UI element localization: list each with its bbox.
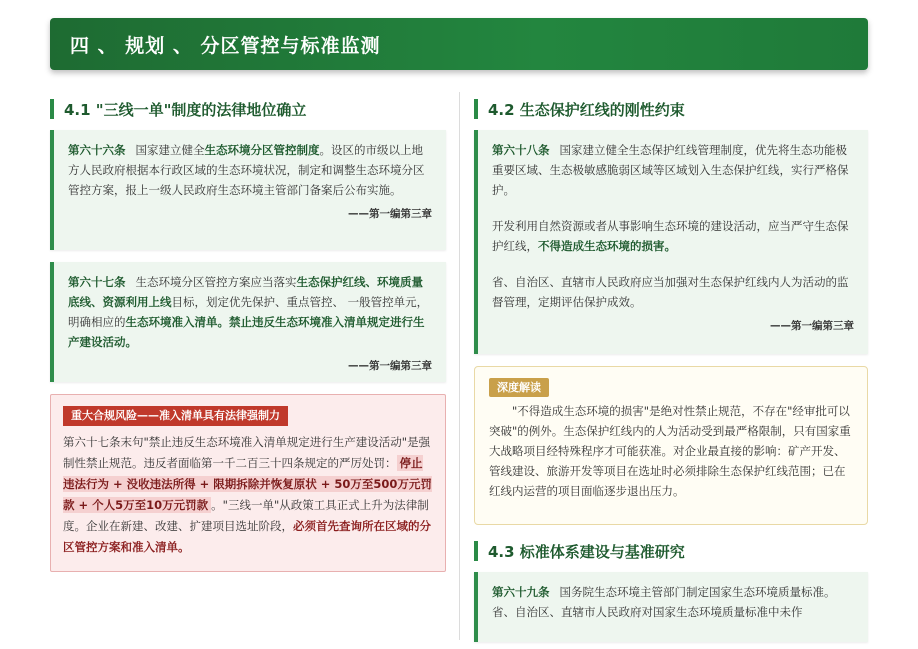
highlight: 不得造成生态环境的损害。 (538, 239, 676, 253)
article-67-text: 第六十七条 生态环境分区管控方案应当落实生态保护红线、环境质量底线、资源利用上线目标，划定优先保护、重点管控、 一般管控单元，明确相应的生态环境准入清单。禁止违反生态环境准入清单规定进行生产建设活动。 (68, 275, 429, 349)
article-68-p3: 省、自治区、直辖市人民政府应当加强对生态保护红线内人为活动的监督管理，定期评估保护成效。 (492, 275, 849, 309)
risk-strong: 必须首先查询所在区域的分区管控方案和准入清单。 (63, 519, 431, 554)
article-number: 第六十六条 (68, 143, 126, 157)
risk-text: 第六十七条末句"禁止违反生态环境准入清单规定进行生产建设活动"是强制性禁止规范。违反者面临第一千二百三十四条规定的严厉处罚： 停止违法行为 + 没收违法所得 + 限期拆除并恢复原状 + 50万至500万元罚款 + 个人5万至10万元罚款 。"三线一单"从政策工具正式上升为法律制度。企业在新建、改建、扩建项目选址阶段，必须首先查询所在区域的分区管控方案和准入清单。 (63, 435, 432, 554)
chapter-banner (50, 18, 868, 70)
highlight: 生态环境分区管控制度 (204, 143, 320, 157)
source-citation: ——第一编第三章 (348, 208, 432, 220)
section-title-4-2 (474, 98, 685, 120)
section-title-text: 4.1 "三线一单"制度的法律地位确立 (64, 100, 307, 119)
deep-interpretation-box (474, 366, 868, 525)
article-66-card (50, 130, 446, 250)
risk-tag: 重大合规风险——准入清单具有法律强制力 (63, 406, 288, 426)
section-title-4-1 (50, 98, 306, 120)
article-66-text: 第六十六条 国家建立健全生态环境分区管控制度。设区的市级以上地方人民政府根据本行政区域的生态环境状况，制定和调整生态环境分区管控方案，报上一级人民政府生态环境主管部门备案后公布实施。 (68, 143, 425, 197)
compliance-risk-box (50, 394, 446, 572)
deep-text: "不得造成生态环境的损害"是绝对性禁止规范，不存在"经审批可以突破"的例外。生态保护红线内的人为活动受到最严格限制，只有国家重大战略项目经特殊程序才可能获准。对企业最直接的影响：矿产开发、管线建设、旅游开发等项目在选址时必须排除生态保护红线范围；已在红线内运营的项目面临逐步退出压力。 (489, 404, 851, 498)
source-citation: ——第一编第三章 (770, 320, 854, 332)
article-number: 第六十九条 (492, 585, 550, 599)
article-68-p1: 第六十八条 国家建立健全生态保护红线管理制度，优先将生态功能极重要区域、生态极敏感脆弱区域等区域划入生态保护红线，实行严格保护。 (492, 143, 849, 197)
section-title-4-3 (474, 540, 685, 562)
section-bar (474, 541, 478, 561)
section-bar (474, 99, 478, 119)
deep-tag: 深度解读 (489, 378, 549, 397)
highlight: 生态保护红线、环境质量底线、资源利用上线 (68, 275, 423, 309)
source-citation: ——第一编第三章 (348, 360, 432, 372)
article-number: 第六十七条 (68, 275, 126, 289)
article-67-card (50, 262, 446, 382)
chapter-title: 四 、 规划 、 分区管控与标准监测 (70, 34, 381, 57)
article-69-card (474, 572, 868, 642)
article-number: 第六十八条 (492, 143, 550, 157)
article-68-card (474, 130, 868, 354)
section-bar (50, 99, 54, 119)
section-title-text: 4.2 生态保护红线的刚性约束 (488, 100, 685, 119)
highlight: 生态环境准入清单。禁止违反生态环境准入清单规定进行生产建设活动。 (68, 315, 425, 349)
article-68-p2: 开发利用自然资源或者从事影响生态环境的建设活动，应当严守生态保护红线，不得造成生态环境的损害。 (492, 219, 849, 253)
article-69-text: 第六十九条 国务院生态环境主管部门制定国家生态环境质量标准。省、自治区、直辖市人民政府对国家生态环境质量标准中未作 (492, 585, 836, 619)
section-title-text: 4.3 标准体系建设与基准研究 (488, 542, 685, 561)
column-divider (459, 92, 460, 640)
penalty-highlight: 停止违法行为 + 没收违法所得 + 限期拆除并恢复原状 + 50万至500万元罚款 + 个人5万至10万元罚款 (63, 456, 432, 512)
